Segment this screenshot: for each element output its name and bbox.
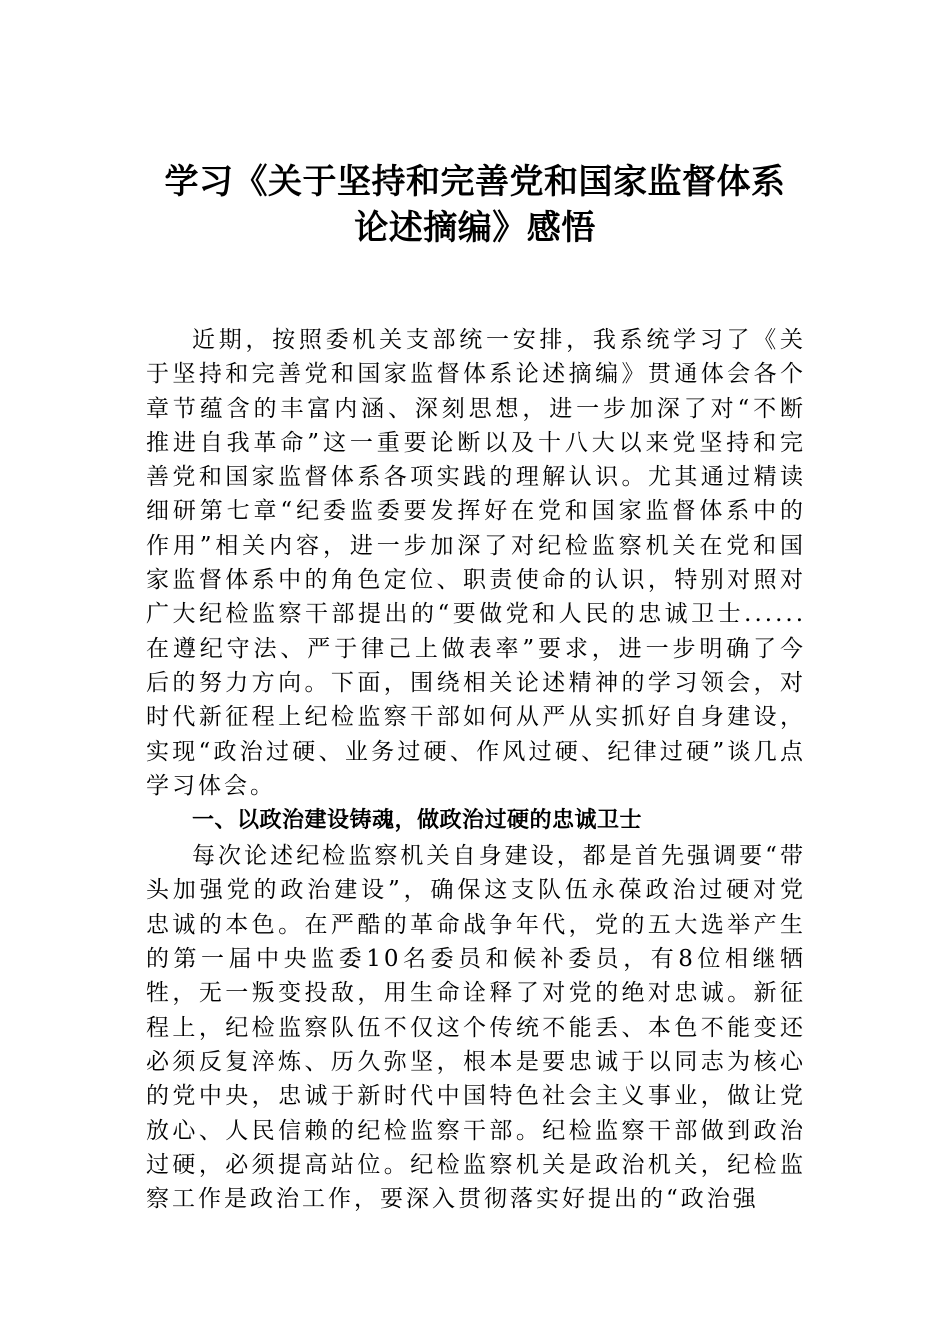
section-1-paragraph: 每次论述纪检监察机关自身建设，都是首先强调要“带头加强党的政治建设”，确保这支队伍永葆政治过硬对党忠诚的本色。在严酷的革命战争年代，党的五大选举产生的第一届中央监委10名委员和候补委员，有8位相继牺牲，无一叛变投敌，用生命诠释了对党的绝对忠诚。新征程上，纪检监察队伍不仅这个传统不能丢、本色不能变还必须反复淬炼、历久弥坚，根本是要忠诚于以同志为核心的党中央，忠诚于新时代中国特色社会主义事业，做让党放心、人民信赖的纪检监察干部。纪检监察干部做到政治过硬，必须提高站位。纪检监察机关是政治机关，纪检监察工作是政治工作，要深入贯彻落实好提出的“政治强 — [146, 843, 806, 1213]
document-title-line-1: 学习《关于坚持和完善党和国家监督体系 — [164, 162, 786, 202]
intro-paragraph: 近期，按照委机关支部统一安排，我系统学习了《关于坚持和完善党和国家监督体系论述摘编》贯通体会各个章节蕴含的丰富内涵、深刻思想，进一步加深了对“不断推进自我革命”这一重要论断以及十八大以来党坚持和完善党和国家监督体系各项实践的理解认识。尤其通过精读细研第七章“纪委监委要发挥好在党和国家监督体系中的作用”相关内容，进一步加深了对纪检监察机关在党和国家监督体系中的角色定位、职责使命的认识，特别对照对广大纪检监察干部提出的“要做党和人民的忠诚卫士......在遵纪守法、严于律己上做表率”要求，进一步明确了今后的努力方向。下面，围绕相关论述精神的学习领会，对时代新征程上纪检监察干部如何从严从实抓好自身建设，实现“政治过硬、业务过硬、作风过硬、纪律过硬”谈几点学习体会。 — [146, 327, 806, 799]
section-heading-1: 一、以政治建设铸魂，做政治过硬的忠诚卫士 — [192, 808, 643, 834]
document-body — [146, 323, 806, 1216]
document-title-line-2: 论述摘编》感悟 — [354, 208, 596, 248]
